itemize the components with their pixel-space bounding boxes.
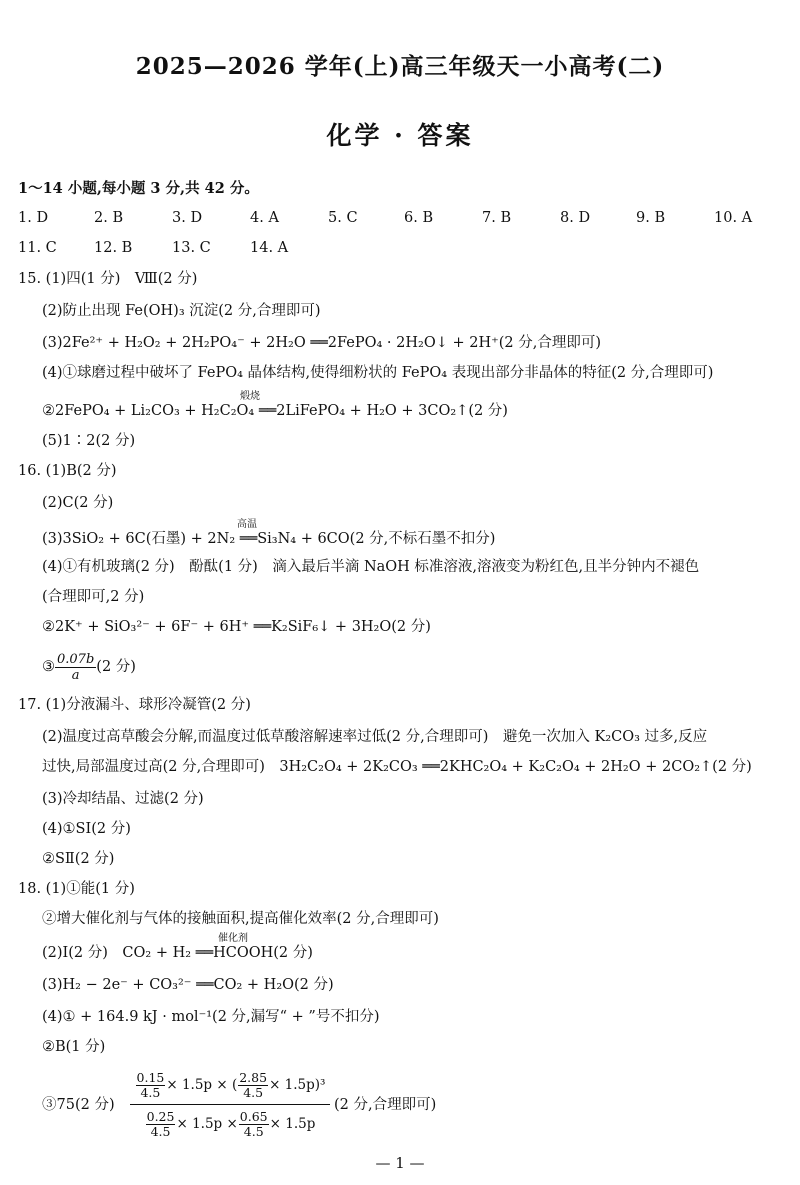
q17-line: (3)冷却结晶、过滤(2 分) — [42, 791, 204, 807]
q16-line: (3)3SiO₂ + 6C(石墨) + 2N₂ ══Si₃N₄ + 6CO(2 分,不标石墨不扣分) — [42, 531, 496, 547]
q18-line: ②增大催化剂与气体的接触面积,提高催化效率(2 分,合理即可) — [42, 911, 439, 927]
small-fraction: $\frac{0.65}{4.5}$ — [239, 1108, 268, 1139]
score-note: (2 分,合理即可) — [334, 1097, 437, 1113]
reaction-condition: 催化剂 — [218, 933, 248, 944]
q16-line: 16. (1)B(2 分) — [18, 463, 117, 479]
mc-answer: 11. C — [18, 240, 57, 256]
fraction-denominator: $\frac{0.25}{4.5}$ × 1.5p × $\frac{0.65}{4.5}$ × 1.5p — [130, 1104, 330, 1143]
q18-line: ②B(1 分) — [42, 1039, 106, 1055]
mc-answer: 4. A — [250, 210, 279, 226]
mc-answer: 7. B — [482, 210, 512, 226]
score-note: (2 分) — [96, 659, 136, 675]
reaction-condition: 高温 — [237, 519, 257, 530]
fraction-numerator: $\frac{0.15}{4.5}$ × 1.5p × ( $\frac{2.85}{4.5}$ × 1.5p)³ — [136, 1069, 326, 1100]
mc-answer: 6. B — [404, 210, 434, 226]
q18-line: (2)Ⅰ(2 分) CO₂ + H₂ ══HCOOH(2 分) — [42, 945, 313, 961]
q16-line: (4)①有机玻璃(2 分) 酚酞(1 分) 滴入最后半滴 NaOH 标准溶液,溶液变为粉红色,且半分钟内不褪色 — [42, 559, 700, 575]
item-marker: ③ — [42, 659, 55, 675]
small-fraction: $\frac{2.85}{4.5}$ — [239, 1069, 268, 1100]
mc-answer: 12. B — [94, 240, 133, 256]
small-fraction: $\frac{0.25}{4.5}$ — [146, 1108, 175, 1139]
mc-answer: 9. B — [636, 210, 666, 226]
mc-intro: 1～14 小题,每小题 3 分,共 42 分。 — [18, 180, 259, 197]
q16-line: (2)C(2 分) — [42, 495, 114, 511]
mc-answer: 3. D — [172, 210, 203, 226]
equilibrium-constant-fraction — [130, 1066, 330, 1143]
page-number: — 1 — — [375, 1154, 425, 1172]
small-fraction: $\frac{0.15}{4.5}$ — [136, 1069, 165, 1100]
q17-line: (4)①SⅠ(2 分) — [42, 821, 131, 837]
q15-line: ②2FePO₄ + Li₂CO₃ + H₂C₂O₄ ══2LiFePO₄ + H₂O + 3CO₂↑(2 分) — [42, 403, 508, 419]
reaction-condition: 煅烧 — [240, 391, 260, 402]
fraction-numerator: 0.07b — [57, 651, 95, 667]
q18-line: ③75(2 分) — [42, 1097, 115, 1113]
q16-line: ②2K⁺ + SiO₃²⁻ + 6F⁻ + 6H⁺ ══K₂SiF₆↓ + 3H₂O(2 分) — [42, 619, 431, 635]
page-title: 2025—2026 学年(上)高三年级天一小高考(二) — [135, 53, 665, 80]
fraction-denominator: a — [71, 667, 80, 683]
q15-line: (3)2Fe²⁺ + H₂O₂ + 2H₂PO₄⁻ + 2H₂O ══2FePO₄ · 2H₂O↓ + 2H⁺(2 分,合理即可) — [42, 335, 601, 351]
page-subtitle: 化学 · 答案 — [326, 121, 474, 150]
mc-answer: 2. B — [94, 210, 124, 226]
mc-answer: 10. A — [714, 210, 753, 226]
q18-line: (3)H₂ − 2e⁻ + CO₃²⁻ ══CO₂ + H₂O(2 分) — [42, 977, 334, 993]
q17-line: 过快,局部温度过高(2 分,合理即可) 3H₂C₂O₄ + 2K₂CO₃ ══2KHC₂O₄ + K₂C₂O₄ + 2H₂O + 2CO₂↑(2 分) — [42, 759, 752, 775]
q17-line: (2)温度过高草酸会分解,而温度过低草酸溶解速率过低(2 分,合理即可) 避免一次加入 K₂CO₃ 过多,反应 — [42, 729, 708, 745]
mc-answer: 14. A — [250, 240, 289, 256]
q15-line: 15. (1)四(1 分) Ⅷ(2 分) — [18, 271, 198, 287]
q17-line: 17. (1)分液漏斗、球形冷凝管(2 分) — [18, 697, 251, 713]
q15-line: (4)①球磨过程中破坏了 FePO₄ 晶体结构,使得细粉状的 FePO₄ 表现出部分非晶体的特征(2 分,合理即可) — [42, 365, 714, 381]
mc-answer: 5. C — [328, 210, 358, 226]
q17-line: ②SⅡ(2 分) — [42, 851, 115, 867]
q15-line: (5)1∶2(2 分) — [42, 433, 136, 449]
q15-line: (2)防止出现 Fe(OH)₃ 沉淀(2 分,合理即可) — [42, 303, 321, 319]
q18-line: (4)① + 164.9 kJ · mol⁻¹(2 分,漏写“ + ”号不扣分) — [42, 1009, 380, 1025]
mc-answer: 8. D — [560, 210, 591, 226]
fraction — [55, 652, 96, 683]
q18-line: 18. (1)①能(1 分) — [18, 881, 135, 897]
q16-line: (合理即可,2 分) — [42, 589, 145, 605]
mc-answer: 13. C — [172, 240, 211, 256]
mc-answer: 1. D — [18, 210, 49, 226]
q16-line-fraction — [42, 650, 136, 684]
